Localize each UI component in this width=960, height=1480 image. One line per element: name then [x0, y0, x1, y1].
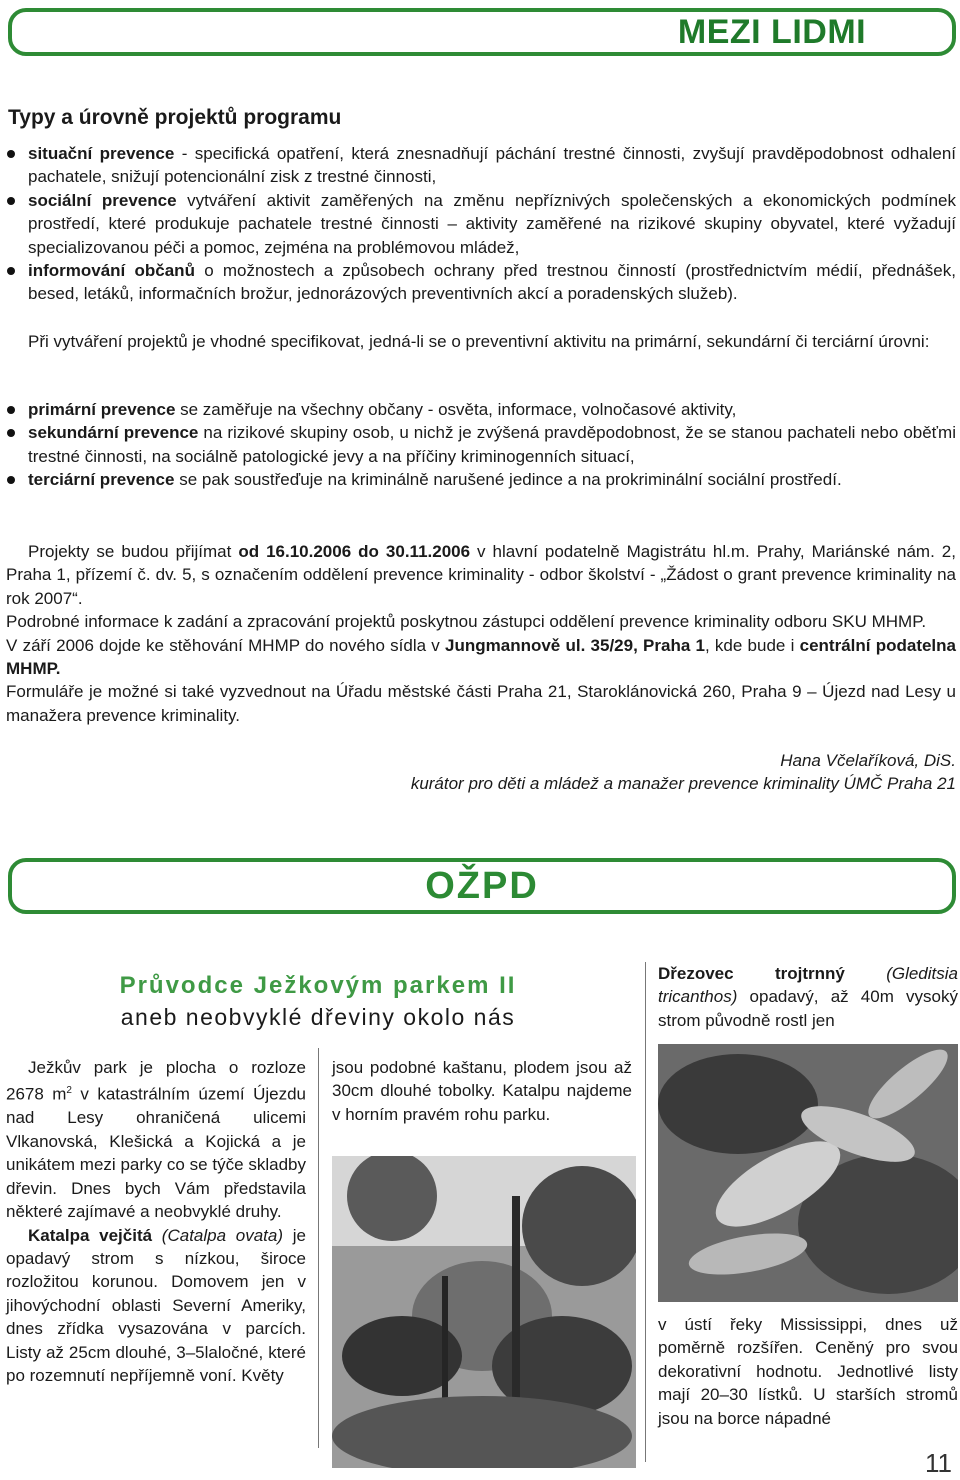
catalpa-tree-photo — [332, 1156, 636, 1468]
section-title: OŽPD — [425, 864, 539, 907]
paragraph: jsou podobné kaštanu, plodem jsou až 30cm dlouhé tobolky. Katalpu najdeme v horním pravém rohu parku. — [332, 1058, 632, 1124]
list-item: sociální prevence vytváření aktivit zaměřených na změnu nepříznivých společenských a ekonomických podmínek prostředí, které produkuje pachatele trestné činnosti – aktivity zaměřené na rizikové skupiny obyvatel, které vyžadují specializovanou péči a pomoc, zejména na problémovou mládež, — [6, 189, 956, 259]
prevention-levels-list — [6, 398, 956, 492]
paragraph: Při vytváření projektů je vhodné specifikovat, jedná-li se o preventivní aktivitu na primární, sekundární či terciární úrovni: — [28, 332, 930, 351]
section-title: MEZI LIDMI — [677, 12, 867, 51]
article-title-block — [38, 972, 598, 1031]
section-banner — [8, 8, 956, 56]
article-heading: Typy a úrovně projektů programu — [8, 106, 342, 129]
author-name: Hana Včelaříková, DiS. — [780, 751, 956, 770]
paragraph: Ježkův park je plocha o rozloze 2678 $m^2$ v katastrálním území Újezdu nad Lesy ohraničená ulicemi Vlkanovská, Klešická a Kojická a je unikátem mezi parky co se týče skladby dřevin. Dnes bych Vám představila některé zajímavé a neobvyklé druhy. — [6, 1058, 306, 1222]
list-item: informování občanů o možnostech a způsobech ochrany před trestnou činností (prostřednictvím médií, přednášek, besed, letáků, informačních brožur, jednorázových preventivních akcí a poradenských služeb). — [6, 259, 956, 306]
paragraph: Projekty se budou přijímat od 16.10.2006 do 30.11.2006 v hlavní podatelně Magistrátu hl.m. Prahy, Mariánské nám. 2, Praha 1, přízemí č. dv. 5, s označením oddělení prevence kriminality - odbor školství - „Žádost o grant prevence kriminality na rok 2007“. — [6, 542, 956, 608]
projects-info — [6, 540, 956, 727]
section-banner — [8, 858, 956, 914]
list-item: sekundární prevence na rizikové skupiny osob, u nichž je zvýšená pravděpodobnost, že se stanou pachateli nebo oběťmi trestné činnosti, na sociálně patologické jevy a na příčiny kriminogenních situací, — [6, 421, 956, 468]
paragraph: Formuláře je možné si také vyzvednout na Úřadu městské části Praha 21, Staroklánovická 260, Praha 9 – Újezd nad Lesy u manažera prevence kriminality. — [6, 682, 956, 725]
paragraph: Katalpa vejčitá (Catalpa ovata) je opadavý strom s nízkou, široce rozložitou korunou. Domovem jen v jihovýchodní oblasti Severní Ameriky, dnes zřídka vysazována v parcích. Listy až 25cm dlouhé, 3–5laločné, které po rozemnutí nepříjemně voní. Květy — [6, 1225, 306, 1385]
page-number: 11 — [925, 1448, 952, 1478]
list-item: terciární prevence se pak soustřeďuje na kriminálně narušené jedince a na prokriminální sociální prostředí. — [6, 468, 956, 491]
paragraph: v ústí řeky Mississippi, dnes už poměrně rozšířen. Ceněný pro svou dekorativní hodnotu. Jednotlivé listy mají 20–30 lístků. U starších stromů jsou na borce nápadné — [658, 1315, 958, 1428]
column-divider — [318, 1048, 319, 1448]
article-column-left — [6, 1056, 306, 1387]
signature — [300, 749, 956, 796]
column-divider — [645, 962, 646, 1462]
article-column-middle — [332, 1056, 632, 1126]
article-subtitle: aneb neobvyklé dřeviny okolo nás — [120, 1004, 516, 1030]
prevention-types-list — [6, 142, 956, 306]
list-item: primární prevence se zaměřuje na všechny občany - osvěta, informace, volnočasové aktivity, — [6, 398, 956, 421]
gleditsia-tree-photo — [658, 1044, 958, 1302]
author-role: kurátor pro děti a mládež a manažer prevence kriminality ÚMČ Praha 21 — [410, 774, 956, 794]
article-title: Průvodce Ježkovým parkem II — [119, 972, 517, 999]
article-column-right — [658, 962, 958, 1032]
paragraph: Dřezovec trojtrnný (Gleditsia tricanthos) opadavý, až 40m vysoký strom původně rostl jen — [658, 964, 958, 1030]
paragraph: Podrobné informace k zadání a zpracování projektů poskytnou zástupci oddělení prevence kriminality odboru SKU MHMP. — [6, 612, 927, 632]
paragraph: V září 2006 dojde ke stěhování MHMP do nového sídla v Jungmannově ul. 35/29, Praha 1, kde bude i centrální podatelna MHMP. — [6, 635, 956, 679]
article-column-right-continued — [658, 1313, 958, 1430]
list-item: situační prevence - specifická opatření, která znesnadňují páchání trestné činnosti, zvyšují pravděpodobnost odhalení pachatele, snižují potencionální zisk z trestné činnosti, — [6, 142, 956, 189]
